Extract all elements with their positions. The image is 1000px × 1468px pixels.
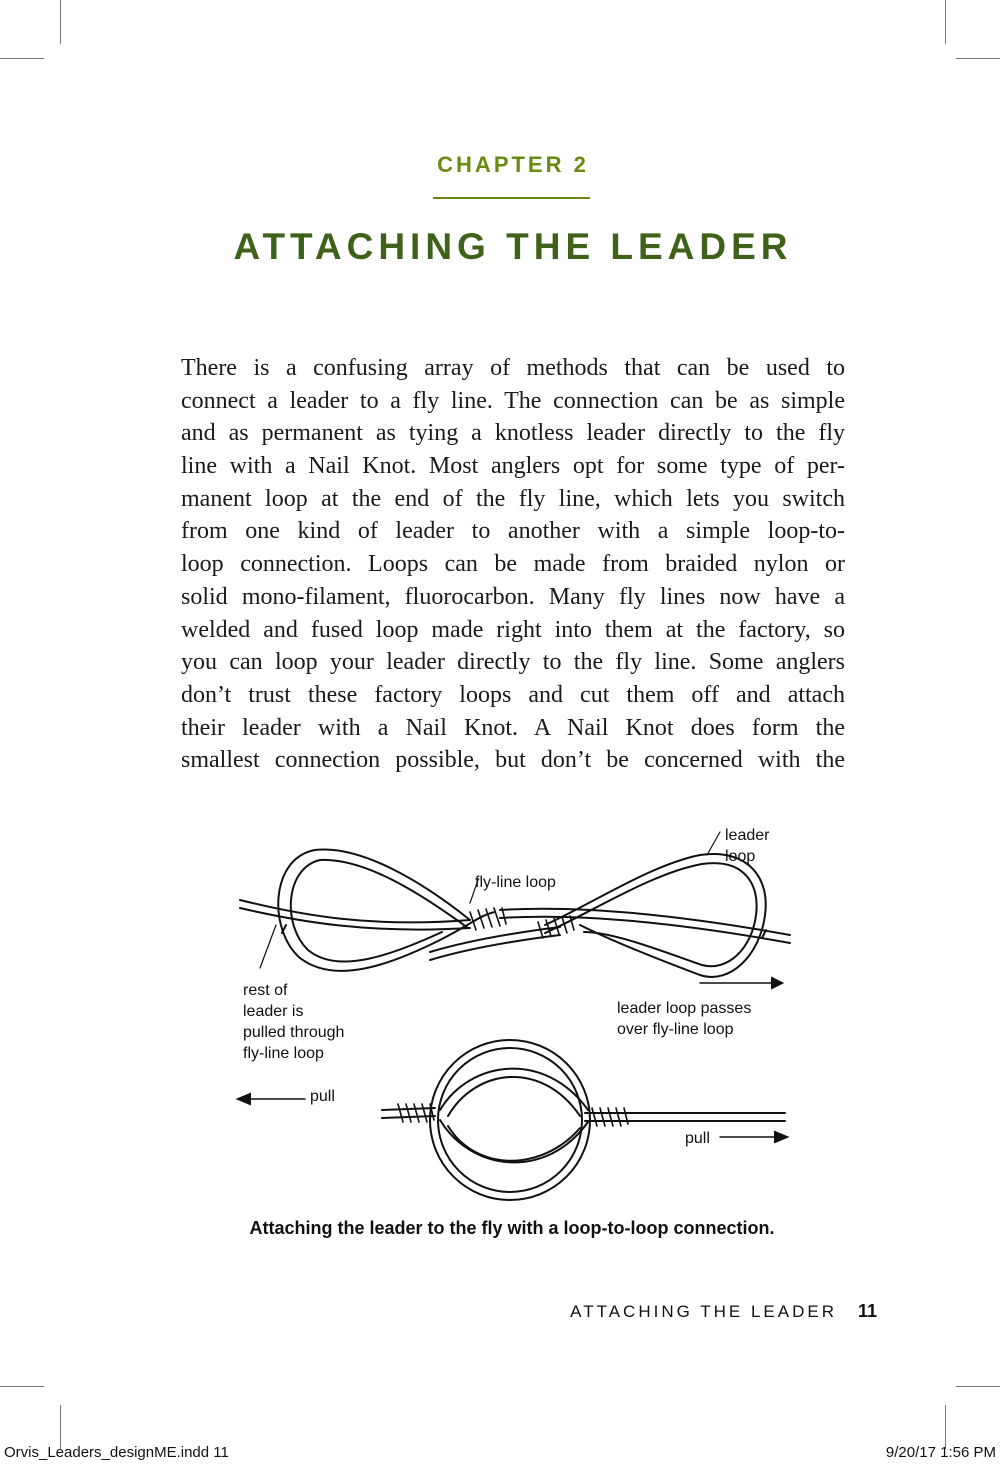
label-rest-2: leader is: [243, 1003, 304, 1020]
label-pull-right: pull: [685, 1130, 710, 1147]
body-line: solid mono-filament, fluorocarbon. Many fly lines now have a: [181, 583, 845, 610]
crop-mark: [956, 1386, 1000, 1387]
label-rest-1: rest of: [243, 982, 288, 999]
label-leader-loop-1: leader: [725, 827, 770, 844]
label-pull-left: pull: [310, 1088, 335, 1105]
running-head: ATTACHING THE LEADER: [570, 1302, 837, 1321]
chapter-label: CHAPTER 2: [437, 152, 589, 177]
body-line: don’t trust these factory loops and cut them off and attach: [181, 681, 845, 708]
fly-line-left-bottom: [382, 1108, 435, 1118]
label-fly-line-loop: fly-line loop: [475, 874, 556, 891]
body-line: from one kind of leader to another with a simple loop-to-: [181, 518, 845, 545]
body-line: loop connection. Loops can be made from braided nylon or: [181, 551, 845, 578]
label-rest-3: pulled through: [243, 1024, 345, 1041]
leader-right-bottom: [585, 1113, 785, 1121]
label-passes-2: over fly-line loop: [617, 1021, 734, 1038]
leader-loop-pointer: [707, 832, 720, 855]
leader-right: [500, 909, 790, 943]
body-line: you can loop your leader directly to the fly line. Some anglers: [181, 649, 845, 676]
label-rest-4: fly-line loop: [243, 1045, 324, 1062]
leader-loop-drawing: [545, 854, 766, 977]
body-line: and as permanent as tying a knotless leader directly to the fly: [181, 420, 845, 447]
crop-mark: [60, 0, 61, 44]
knot-wraps-top: [470, 908, 574, 938]
rest-of-leader-pointer: [260, 925, 276, 968]
body-paragraph: [181, 352, 845, 777]
crop-mark: [945, 0, 946, 44]
body-line: smallest connection possible, but don’t be concerned with the: [181, 747, 845, 774]
page-number: 11: [858, 1301, 878, 1321]
circle-loops-bottom: [430, 1040, 590, 1200]
body-line: There is a confusing array of methods that can be used to: [181, 355, 845, 381]
crop-mark: [60, 1405, 61, 1449]
body-line: connect a leader to a fly line. The connection can be as simple: [181, 387, 845, 414]
crossing-strand: [430, 935, 560, 960]
fly-line-loop-pointer: [470, 880, 478, 903]
crop-mark: [0, 1386, 44, 1387]
crossing-strand: [430, 927, 560, 952]
body-line: welded and fused loop made right into them at the factory, so: [181, 616, 845, 643]
label-passes-1: leader loop passes: [617, 1000, 752, 1017]
chapter-rule: [433, 197, 590, 199]
body-line: line with a Nail Knot. Most anglers opt for some type of per-: [181, 453, 845, 480]
slug-timestamp: 9/20/17 1:56 PM: [885, 1444, 996, 1461]
arrowhead-pull-left: [238, 1094, 250, 1104]
crop-mark: [945, 1405, 946, 1449]
body-line: manent loop at the end of the fly line, which lets you switch: [181, 485, 845, 512]
body-line: their leader with a Nail Knot. A Nail Knot does form the: [181, 714, 845, 741]
knot-wraps-bottom: [398, 1104, 628, 1126]
label-leader-loop-2: loop: [725, 848, 756, 865]
crop-mark: [0, 58, 44, 59]
slug-file-name: Orvis_Leaders_designME.indd 11: [4, 1444, 229, 1461]
crop-mark: [956, 58, 1000, 59]
fly-line-left: [240, 900, 470, 930]
figure-caption: Attaching the leader to the fly with a loop-to-loop connection.: [249, 1218, 775, 1238]
arrowhead-pull-right: [775, 1132, 787, 1142]
fly-line-loop-drawing: [278, 850, 495, 971]
arrowhead-right-top: [772, 978, 782, 988]
line-ticks: [282, 925, 766, 938]
chapter-title: ATTACHING THE LEADER: [233, 226, 793, 267]
